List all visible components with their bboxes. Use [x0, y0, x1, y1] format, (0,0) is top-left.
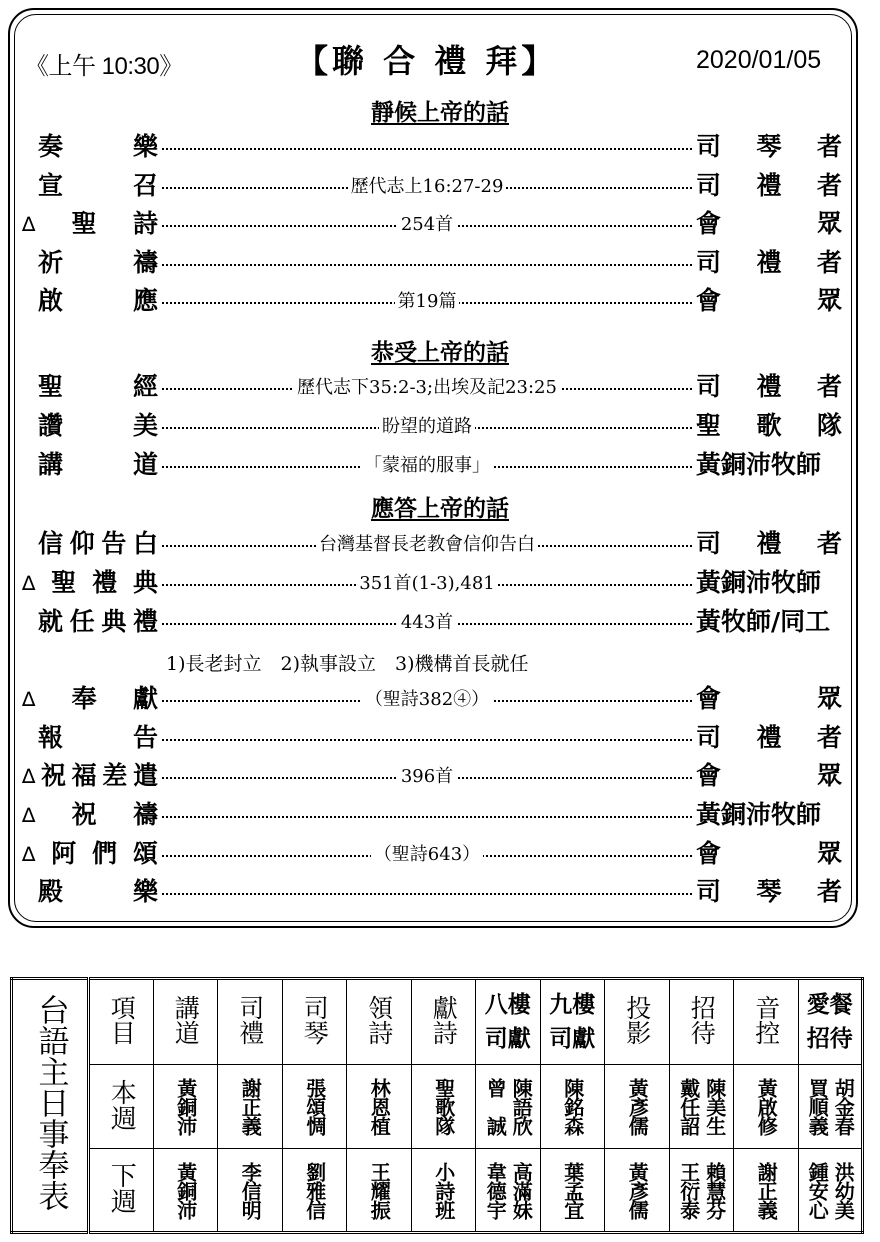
roster-name: 胡金春 [831, 1078, 856, 1135]
worship-item-row [22, 603, 842, 641]
worship-item-leader: 司 琴 者 [696, 132, 842, 161]
roster-name-cell [282, 1149, 347, 1233]
worship-item-content: 台灣基督長老教會信仰告白 [162, 525, 692, 563]
roster-name-cell [476, 1065, 541, 1149]
roster-name: 張頌惆 [302, 1078, 327, 1135]
roster-name-cell [669, 1149, 734, 1233]
worship-item-content: 歷代志上16:27-29 [162, 167, 692, 205]
dotted-leader [162, 893, 692, 895]
roster-name: 李信明 [238, 1161, 263, 1219]
worship-item-label: 讚 美 [38, 411, 158, 440]
roster-name-cell [734, 1149, 799, 1233]
worship-item-leader: 聖 歌 隊 [696, 411, 842, 440]
section-heading-2: 恭受上帝的話 [371, 340, 509, 366]
roster-name: 戴任詔 [676, 1078, 701, 1135]
worship-item-label: 講 道 [38, 450, 158, 479]
roster-header-cell: 司禮 [218, 979, 283, 1065]
worship-item-leader: 司 禮 者 [696, 171, 842, 200]
worship-item-row [22, 796, 842, 834]
worship-item-content: 盼望的道路 [162, 407, 692, 445]
worship-item-row [22, 564, 842, 602]
roster-header-cell: 司琴 [282, 979, 347, 1065]
roster-header-cell: 九樓 司獻 [540, 979, 605, 1065]
roster-next-week-label: 下週 [89, 1149, 154, 1233]
roster-name: 謝正義 [754, 1161, 779, 1219]
roster-name: 劉雅信 [302, 1161, 327, 1219]
dotted-leader [162, 264, 692, 266]
worship-item-row [22, 368, 842, 406]
roster-name-cell [153, 1149, 218, 1233]
roster-name: 王耀振 [367, 1161, 392, 1219]
page-title: 【聯 合 禮 拜】 [296, 42, 558, 80]
dotted-leader [162, 816, 692, 818]
worship-item-row [22, 407, 842, 445]
service-date: 2020/01/05 [696, 46, 822, 74]
worship-item-label: 宣 召 [38, 171, 158, 200]
worship-item-leader: 會 眾 [696, 286, 842, 315]
worship-item-leader: 司 禮 者 [696, 723, 842, 752]
worship-item-row [22, 205, 842, 243]
worship-item-row [22, 167, 842, 205]
worship-item-label: ∆ 聖 禮 典 [22, 564, 158, 602]
roster-name: 聖歌隊 [431, 1078, 456, 1135]
worship-item-content: 396首 [162, 757, 692, 795]
worship-item-label: 聖 經 [38, 372, 158, 401]
worship-item-content: 「蒙福的服事」 [162, 446, 692, 484]
roster-header-cell: 音控 [734, 979, 799, 1065]
worship-item-row [22, 128, 842, 166]
roster-header-cell: 招待 [669, 979, 734, 1065]
worship-item-content: 254首 [162, 205, 692, 243]
dotted-leader [162, 739, 692, 741]
worship-item-leader: 司 琴 者 [696, 877, 842, 906]
worship-item-label: 報 告 [38, 723, 158, 752]
roster-name: 陳語欣 [509, 1078, 534, 1135]
roster-name: 鍾安心 [805, 1161, 830, 1219]
worship-item-label: ∆ 祝 福 差 遣 [22, 757, 158, 795]
roster-name: 小詩班 [431, 1161, 456, 1219]
worship-item-label: 殿 樂 [38, 877, 158, 906]
roster-name-cell [347, 1065, 412, 1149]
roster-name-cell [218, 1065, 283, 1149]
roster-name: 陳美生 [702, 1078, 727, 1135]
worship-item-label: 就 任 典 禮 [38, 607, 158, 636]
worship-item-row [22, 244, 842, 282]
worship-item-row [22, 757, 842, 795]
worship-item-label: ∆ 阿 們 頌 [22, 835, 158, 873]
worship-item-content: （聖詩643） [162, 835, 692, 873]
worship-item-leader: 會 眾 [696, 209, 842, 238]
roster-title: 台語主日事奉表 [12, 979, 89, 1233]
worship-item-label: 祈 禱 [38, 248, 158, 277]
worship-item-content: （聖詩382④） [162, 680, 692, 718]
worship-item-leader: 黃銅沛牧師 [696, 800, 822, 829]
roster-header-cell: 領詩 [347, 979, 412, 1065]
triangle-mark-icon: ∆ [22, 212, 36, 236]
roster-name-cell [282, 1065, 347, 1149]
roster-this-week-label: 本週 [89, 1065, 154, 1149]
roster-name: 陳銘森 [560, 1078, 585, 1135]
worship-item-row [22, 282, 842, 320]
roster-name-cell [798, 1065, 863, 1149]
roster-name: 曾 誠 [483, 1078, 508, 1135]
worship-item-row [22, 680, 842, 718]
worship-item-row [22, 873, 842, 911]
worship-item-label: 奏 樂 [38, 132, 158, 161]
installation-note: 1)長老封立 2)執事設立 3)機構首長就任 [166, 653, 529, 675]
roster-name-cell [605, 1065, 670, 1149]
worship-item-row [22, 719, 842, 757]
worship-item-content: 351首(1-3),481 [162, 564, 692, 602]
roster-name: 買順義 [805, 1078, 830, 1135]
roster-name: 韋德宇 [483, 1161, 508, 1219]
roster-name: 賴慧芬 [702, 1161, 727, 1219]
roster-name: 黃彥儒 [625, 1078, 650, 1135]
service-time: 《上午 10:30》 [25, 53, 183, 80]
worship-item-leader: 黃銅沛牧師 [696, 450, 822, 479]
roster-name-cell [540, 1149, 605, 1233]
roster-name: 王衍泰 [676, 1161, 701, 1219]
roster-name: 林恩植 [367, 1078, 392, 1135]
worship-item-leader: 黃銅沛牧師 [696, 568, 822, 597]
roster-name-cell [476, 1149, 541, 1233]
worship-item-leader: 黃牧師/同工 [696, 607, 831, 636]
worship-item-leader: 司 禮 者 [696, 529, 842, 558]
roster-name-cell [218, 1149, 283, 1233]
worship-item-label: ∆ 奉 獻 [22, 680, 158, 718]
roster-name-cell [411, 1149, 476, 1233]
roster-header-cell: 愛餐 招待 [798, 979, 863, 1065]
roster-header-cell: 投影 [605, 979, 670, 1065]
triangle-mark-icon: ∆ [22, 687, 36, 711]
roster-header-cell: 八樓 司獻 [476, 979, 541, 1065]
roster-name: 洪幼美 [831, 1161, 856, 1219]
triangle-mark-icon: ∆ [22, 764, 36, 788]
dotted-leader [162, 148, 692, 150]
roster-name-cell [605, 1149, 670, 1233]
worship-item-content: 歷代志下35:2-3;出埃及記23:25 [162, 368, 692, 406]
roster-name-cell [347, 1149, 412, 1233]
worship-item-row [22, 446, 842, 484]
roster-name: 謝正義 [238, 1078, 263, 1135]
roster-name-cell [734, 1065, 799, 1149]
roster-name-cell [798, 1149, 863, 1233]
worship-item-leader: 會 眾 [696, 761, 842, 790]
worship-item-leader: 會 眾 [696, 684, 842, 713]
roster-header-cell: 獻詩 [411, 979, 476, 1065]
worship-item-label: 啟 應 [38, 286, 158, 315]
duty-roster-table [10, 977, 864, 1234]
worship-item-leader: 司 禮 者 [696, 248, 842, 277]
triangle-mark-icon: ∆ [22, 803, 36, 827]
roster-name: 黃銅沛 [173, 1161, 198, 1219]
roster-name: 黃銅沛 [173, 1078, 198, 1135]
roster-name: 葉孟宜 [560, 1161, 585, 1219]
roster-name: 黃啟修 [754, 1078, 779, 1135]
roster-name: 黃彥儒 [625, 1161, 650, 1219]
roster-name-cell [411, 1065, 476, 1149]
triangle-mark-icon: ∆ [22, 571, 36, 595]
worship-item-label: 信 仰 告 白 [38, 529, 158, 558]
roster-name-cell [540, 1065, 605, 1149]
roster-item-label: 項目 [89, 979, 154, 1065]
worship-item-leader: 司 禮 者 [696, 372, 842, 401]
roster-name: 高滿妹 [509, 1161, 534, 1219]
worship-item-content: 443首 [162, 603, 692, 641]
worship-item-row [22, 525, 842, 563]
worship-item-row [22, 835, 842, 873]
section-heading-3: 應答上帝的話 [371, 496, 509, 522]
roster-name-cell [153, 1065, 218, 1149]
roster-name-cell [669, 1065, 734, 1149]
worship-item-content: 第19篇 [162, 282, 692, 320]
triangle-mark-icon: ∆ [22, 842, 36, 866]
section-heading-1: 靜候上帝的話 [371, 100, 509, 126]
worship-item-leader: 會 眾 [696, 839, 842, 868]
roster-header-cell: 講道 [153, 979, 218, 1065]
worship-item-label: ∆ 聖 詩 [22, 205, 158, 243]
worship-item-label: ∆ 祝 禱 [22, 796, 158, 834]
